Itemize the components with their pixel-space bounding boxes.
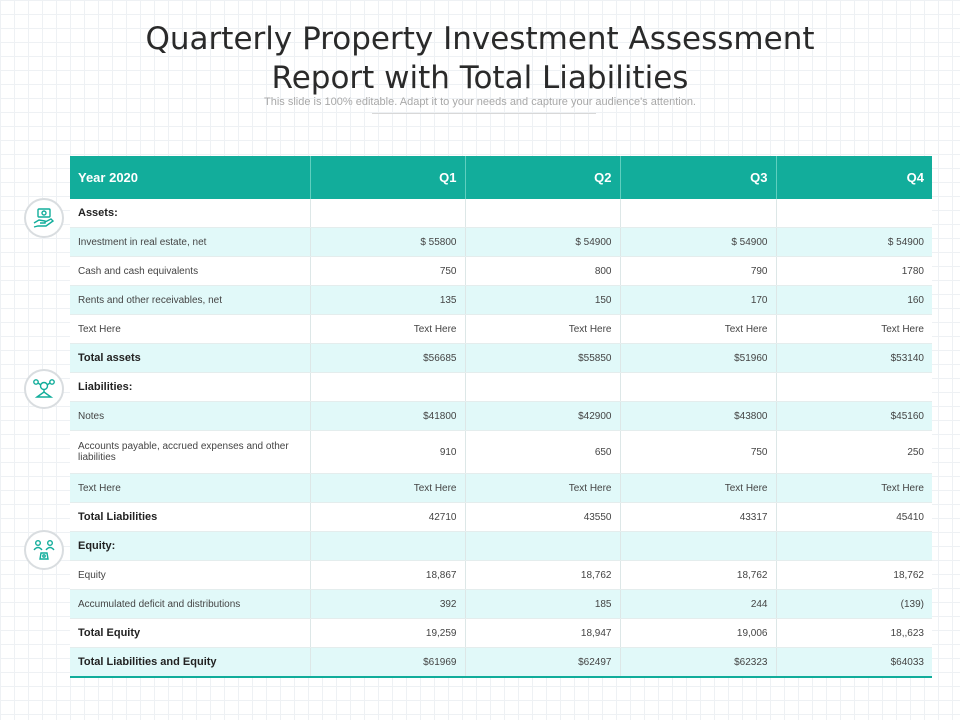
cell-q4: $64033 bbox=[776, 648, 932, 678]
header-q3: Q3 bbox=[620, 156, 776, 199]
table-row bbox=[70, 474, 932, 503]
row-label: Accounts payable, accrued expenses and other liabilities bbox=[70, 431, 310, 474]
row-label: Total assets bbox=[70, 344, 310, 373]
cell-q2: 150 bbox=[465, 286, 620, 315]
table-row bbox=[70, 561, 932, 590]
cell-q4 bbox=[776, 373, 932, 402]
cell-q2: 185 bbox=[465, 590, 620, 619]
row-label: Equity bbox=[70, 561, 310, 590]
row-label: Notes bbox=[70, 402, 310, 431]
cell-q1: $ 55800 bbox=[310, 228, 465, 257]
money-hand-icon bbox=[24, 198, 64, 238]
row-label: Text Here bbox=[70, 315, 310, 344]
cell-q3 bbox=[620, 532, 776, 561]
row-label: Accumulated deficit and distributions bbox=[70, 590, 310, 619]
row-label: Cash and cash equivalents bbox=[70, 257, 310, 286]
cell-q4: Text Here bbox=[776, 474, 932, 503]
table-row bbox=[70, 619, 932, 648]
cell-q4: $53140 bbox=[776, 344, 932, 373]
cell-q3 bbox=[620, 199, 776, 228]
cell-q2: Text Here bbox=[465, 315, 620, 344]
row-label: Assets: bbox=[70, 199, 310, 228]
row-label: Rents and other receivables, net bbox=[70, 286, 310, 315]
row-label: Text Here bbox=[70, 474, 310, 503]
cell-q3: 244 bbox=[620, 590, 776, 619]
cell-q1 bbox=[310, 532, 465, 561]
cell-q2 bbox=[465, 373, 620, 402]
table-row bbox=[70, 648, 932, 678]
table-row bbox=[70, 228, 932, 257]
cell-q2: 800 bbox=[465, 257, 620, 286]
header-q4: Q4 bbox=[776, 156, 932, 199]
table-row bbox=[70, 257, 932, 286]
title-line-2: Report with Total Liabilities bbox=[271, 60, 689, 96]
cell-q2: $55850 bbox=[465, 344, 620, 373]
table-row bbox=[70, 344, 932, 373]
cell-q4: $45160 bbox=[776, 402, 932, 431]
slide-subtitle: This slide is 100% editable. Adapt it to your needs and capture your audience's attention. bbox=[264, 96, 696, 108]
cell-q3: $ 54900 bbox=[620, 228, 776, 257]
cell-q2 bbox=[465, 532, 620, 561]
cell-q1: 18,867 bbox=[310, 561, 465, 590]
cell-q3: 790 bbox=[620, 257, 776, 286]
cell-q1: $41800 bbox=[310, 402, 465, 431]
table-row bbox=[70, 503, 932, 532]
cell-q3: 19,006 bbox=[620, 619, 776, 648]
cell-q4 bbox=[776, 199, 932, 228]
cell-q1: $56685 bbox=[310, 344, 465, 373]
title-line-1: Quarterly Property Investment Assessment bbox=[145, 21, 815, 57]
header-q1: Q1 bbox=[310, 156, 465, 199]
cell-q3 bbox=[620, 373, 776, 402]
people-money-icon bbox=[24, 530, 64, 570]
cell-q3: Text Here bbox=[620, 474, 776, 503]
cell-q4: Text Here bbox=[776, 315, 932, 344]
cell-q3: $43800 bbox=[620, 402, 776, 431]
table-row bbox=[70, 373, 932, 402]
cell-q2: 18,762 bbox=[465, 561, 620, 590]
table-row bbox=[70, 286, 932, 315]
cell-q3: 170 bbox=[620, 286, 776, 315]
row-label: Investment in real estate, net bbox=[70, 228, 310, 257]
cell-q4: 1780 bbox=[776, 257, 932, 286]
cell-q4 bbox=[776, 532, 932, 561]
cell-q2: $42900 bbox=[465, 402, 620, 431]
cell-q2: $ 54900 bbox=[465, 228, 620, 257]
table-row bbox=[70, 199, 932, 228]
cell-q2: 650 bbox=[465, 431, 620, 474]
cell-q3: 18,762 bbox=[620, 561, 776, 590]
cell-q1: 135 bbox=[310, 286, 465, 315]
cell-q4: 250 bbox=[776, 431, 932, 474]
row-label: Liabilities: bbox=[70, 373, 310, 402]
table-row bbox=[70, 590, 932, 619]
cell-q4: 160 bbox=[776, 286, 932, 315]
cell-q1: 392 bbox=[310, 590, 465, 619]
cell-q4: $ 54900 bbox=[776, 228, 932, 257]
cell-q3: 43317 bbox=[620, 503, 776, 532]
cell-q4: (139) bbox=[776, 590, 932, 619]
row-label: Equity: bbox=[70, 532, 310, 561]
cell-q3: 750 bbox=[620, 431, 776, 474]
cell-q1: Text Here bbox=[310, 315, 465, 344]
cell-q3: Text Here bbox=[620, 315, 776, 344]
cell-q1 bbox=[310, 199, 465, 228]
cell-q1: 42710 bbox=[310, 503, 465, 532]
subtitle-divider bbox=[372, 113, 596, 114]
table-row bbox=[70, 402, 932, 431]
cell-q2: 43550 bbox=[465, 503, 620, 532]
cell-q1: $61969 bbox=[310, 648, 465, 678]
cell-q2: 18,947 bbox=[465, 619, 620, 648]
cell-q1: 910 bbox=[310, 431, 465, 474]
money-network-icon bbox=[24, 369, 64, 409]
table-row bbox=[70, 431, 932, 474]
row-label: Total Liabilities and Equity bbox=[70, 648, 310, 678]
cell-q3: $51960 bbox=[620, 344, 776, 373]
cell-q1: 19,259 bbox=[310, 619, 465, 648]
row-label: Total Liabilities bbox=[70, 503, 310, 532]
table-row bbox=[70, 532, 932, 561]
table-row bbox=[70, 315, 932, 344]
cell-q4: 45410 bbox=[776, 503, 932, 532]
cell-q4: 18,762 bbox=[776, 561, 932, 590]
cell-q2: Text Here bbox=[465, 474, 620, 503]
row-label: Total Equity bbox=[70, 619, 310, 648]
header-q2: Q2 bbox=[465, 156, 620, 199]
cell-q1: 750 bbox=[310, 257, 465, 286]
header-year: Year 2020 bbox=[70, 156, 310, 199]
cell-q2: $62497 bbox=[465, 648, 620, 678]
cell-q3: $62323 bbox=[620, 648, 776, 678]
financial-table bbox=[70, 156, 932, 678]
cell-q1: Text Here bbox=[310, 474, 465, 503]
slide-title bbox=[0, 20, 960, 98]
table-header-row bbox=[70, 156, 932, 199]
cell-q4: 18,,623 bbox=[776, 619, 932, 648]
cell-q2 bbox=[465, 199, 620, 228]
cell-q1 bbox=[310, 373, 465, 402]
